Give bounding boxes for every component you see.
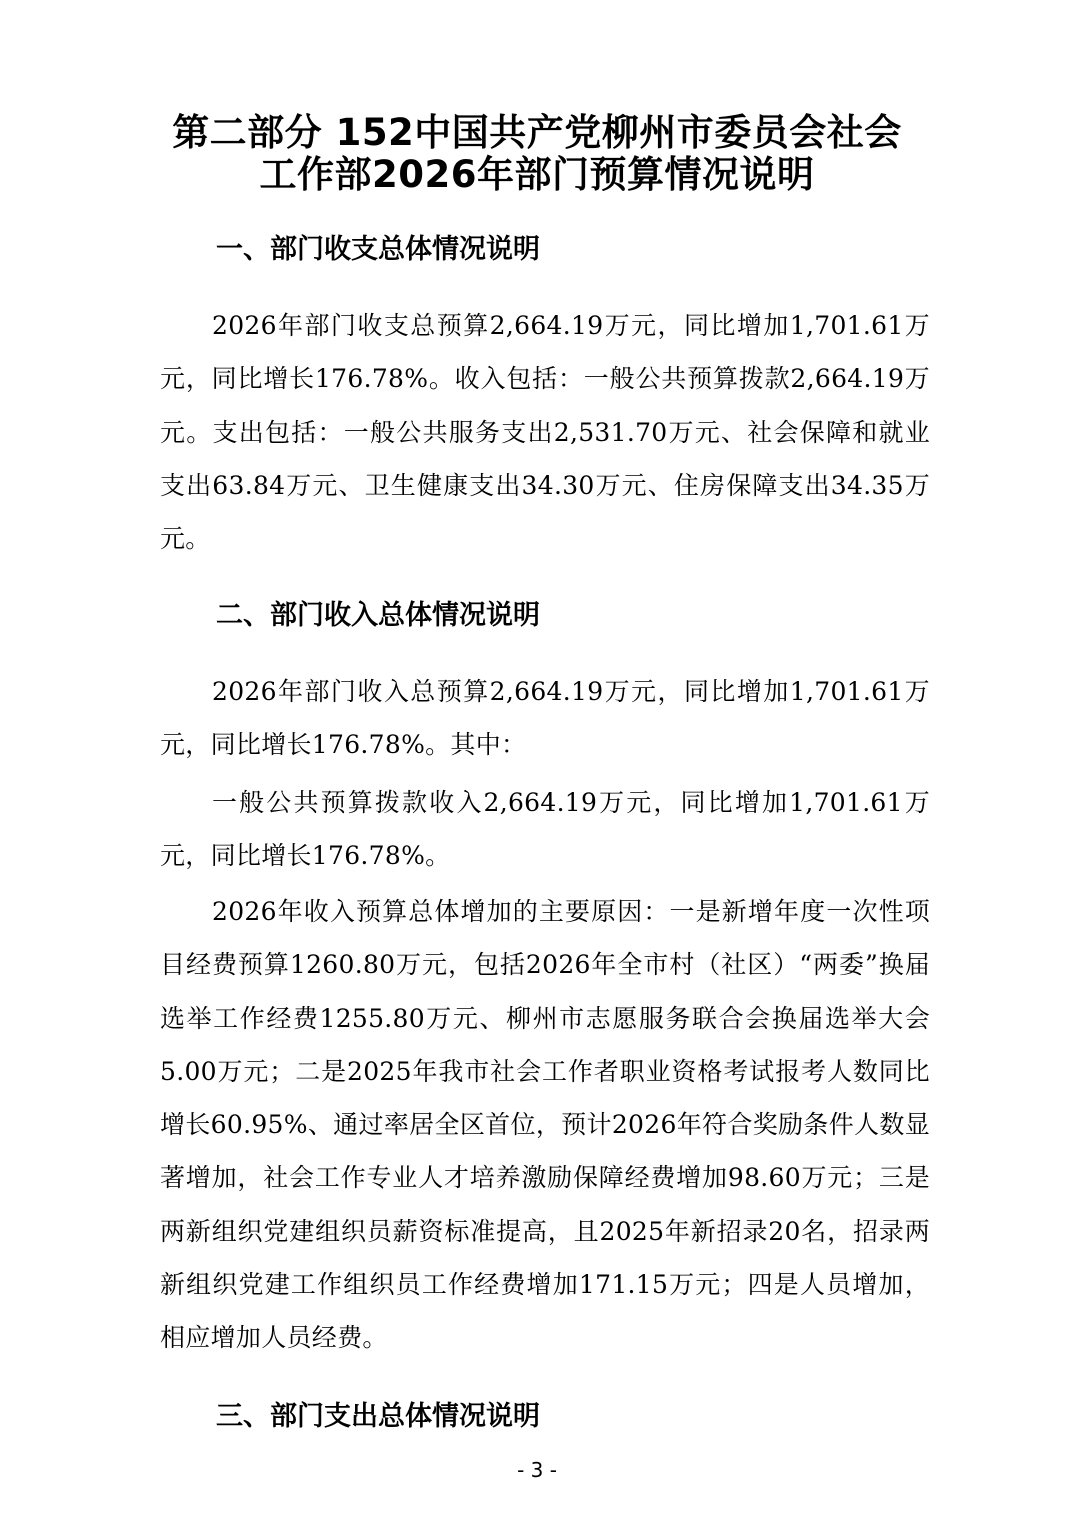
section-2-paragraph-1: 2026年部门收入总预算2,664.19万元，同比增加1,701.61万元，同比增长176.78%。其中：	[160, 677, 930, 760]
section-2-paragraph-3: 2026年收入预算总体增加的主要原因：一是新增年度一次性项目经费预算1260.80万元，包括2026年全市村（社区）“两委”换届选举工作经费1255.80万元、柳州市志愿服务联合会换届选举大会5.00万元；二是2025年我市社会工作者职业资格考试报考人数同比增长60.95%、通过率居全区首位，预计2026年符合奖励条件人数显著增加，社会工作专业人才培养激励保障经费增加98.60万元；三是两新组织党建组织员薪资标准提高，且2025年新招录20名，招录两新组织党建工作组织员工作经费增加171.15万元；四是人员增加，相应增加人员经费。	[160, 897, 930, 1353]
section-heading-1: 一、部门收支总体情况说明	[216, 234, 540, 265]
section-heading-3: 三、部门支出总体情况说明	[216, 1401, 540, 1432]
page-title-line-2: 工作部2026年部门预算情况说明	[259, 153, 815, 196]
section-1-paragraph-1: 2026年部门收支总预算2,664.19万元，同比增加1,701.61万元，同比增长176.78%。收入包括：一般公共预算拨款2,664.19万元。支出包括：一般公共服务支出2,531.70万元、社会保障和就业支出63.84万元、卫生健康支出34.30万元、住房保障支出34.35万元。	[160, 311, 930, 554]
section-2-paragraph-2: 一般公共预算拨款收入2,664.19万元，同比增加1,701.61万元，同比增长176.78%。	[160, 788, 930, 871]
page-title-line-1: 第二部分 152中国共产党柳州市委员会社会	[172, 111, 902, 154]
page-number: - 3 -	[517, 1458, 557, 1482]
section-heading-2: 二、部门收入总体情况说明	[216, 600, 540, 631]
